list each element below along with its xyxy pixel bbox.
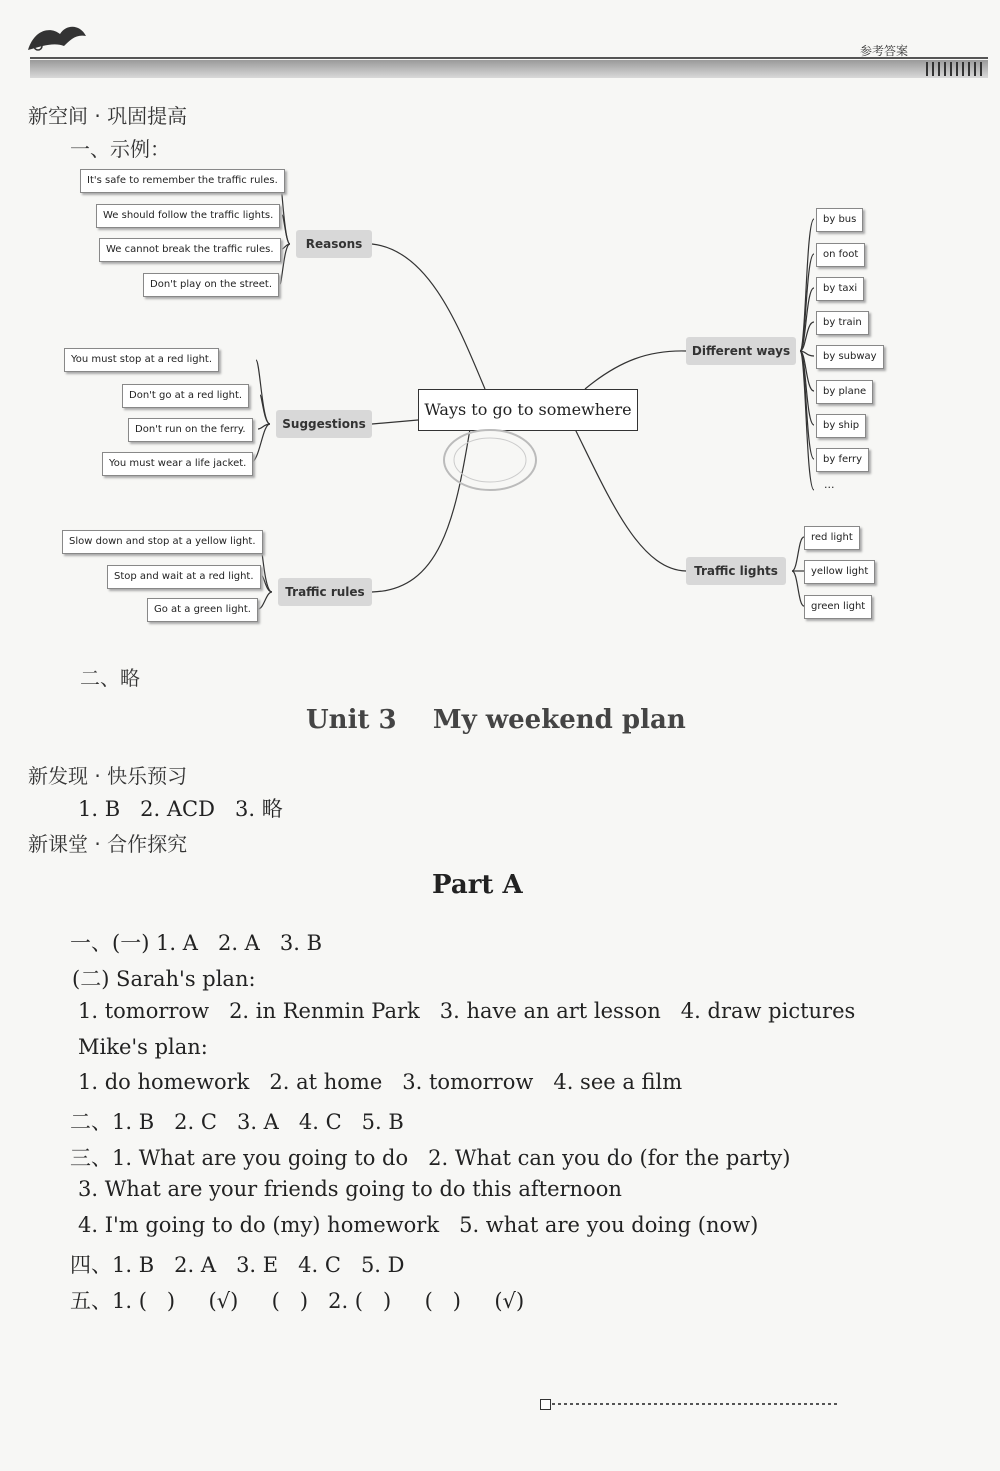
traffic-rules-hub: Traffic rules — [278, 578, 372, 606]
watermark-stamp-icon — [440, 425, 540, 495]
light-node: green light — [804, 595, 872, 619]
suggestion-node: You must wear a life jacket. — [102, 452, 253, 476]
way-node-more: ... — [824, 478, 835, 491]
way-node: by train — [816, 311, 869, 335]
item-two: 二、略 — [80, 666, 140, 690]
header-band — [30, 60, 988, 78]
suggestion-node: Don't go at a red light. — [122, 384, 249, 408]
answer-line: (二) Sarah's plan: — [72, 967, 256, 991]
suggestion-node: You must stop at a red light. — [64, 348, 219, 372]
answer-line: 五、1. ( ) (√) ( ) 2. ( ) ( ) (√) — [70, 1289, 525, 1313]
different-ways-hub: Different ways — [686, 337, 796, 365]
header-rule — [30, 57, 988, 59]
answer-line: 1. tomorrow 2. in Renmin Park 3. have an art lesson 4. draw pictures — [78, 999, 856, 1023]
mindmap-center-node: Ways to go to somewhere — [418, 389, 638, 431]
footer-dotted-line — [540, 1403, 840, 1405]
way-node: by ferry — [816, 448, 869, 472]
unit-title: Unit 3 My weekend plan — [306, 705, 686, 735]
section-heading: 新发现 · 快乐预习 — [28, 764, 188, 788]
way-node: by plane — [816, 380, 873, 404]
preview-answers: 1. B 2. ACD 3. 略 — [78, 797, 283, 821]
answer-line: 三、1. What are you going to do 2. What can you do (for the party) — [70, 1146, 791, 1170]
answer-line: Mike's plan: — [78, 1035, 208, 1059]
section-heading: 新空间 · 巩固提高 — [28, 104, 188, 128]
reason-node: It's safe to remember the traffic rules. — [80, 169, 285, 193]
reason-node: We cannot break the traffic rules. — [99, 238, 281, 262]
way-node: by bus — [816, 208, 863, 232]
answer-line: 二、1. B 2. C 3. A 4. C 5. B — [70, 1110, 404, 1134]
bird-logo-icon — [24, 16, 90, 56]
answer-line: 一、(一) 1. A 2. A 3. B — [70, 931, 323, 955]
traffic-rule-node: Slow down and stop at a yellow light. — [62, 530, 263, 554]
way-node: by subway — [816, 345, 884, 369]
answer-line: 4. I'm going to do (my) homework 5. what are you doing (now) — [78, 1213, 759, 1237]
suggestions-hub: Suggestions — [276, 410, 372, 438]
reason-node: Don't play on the street. — [143, 273, 279, 297]
suggestion-node: Don't run on the ferry. — [128, 418, 253, 442]
traffic-lights-hub: Traffic lights — [686, 557, 786, 585]
header-ticks — [926, 62, 986, 76]
light-node: yellow light — [804, 560, 875, 584]
section-heading: 新课堂 · 合作探究 — [28, 832, 188, 856]
light-node: red light — [804, 526, 860, 550]
traffic-rule-node: Stop and wait at a red light. — [107, 565, 261, 589]
example-label: 一、示例： — [70, 137, 170, 161]
reasons-hub: Reasons — [296, 230, 372, 258]
way-node: by taxi — [816, 277, 864, 301]
reason-node: We should follow the traffic lights. — [96, 204, 280, 228]
footer-marker-icon — [540, 1399, 551, 1410]
way-node: by ship — [816, 414, 866, 438]
answer-line: 四、1. B 2. A 3. E 4. C 5. D — [70, 1253, 405, 1277]
answer-line: 3. What are your friends going to do this afternoon — [78, 1177, 622, 1201]
way-node: on foot — [816, 243, 865, 267]
part-title: Part A — [432, 870, 523, 900]
traffic-rule-node: Go at a green light. — [147, 598, 258, 622]
header-label: 参考答案 — [859, 44, 908, 58]
answer-line: 1. do homework 2. at home 3. tomorrow 4. see a film — [78, 1070, 683, 1094]
